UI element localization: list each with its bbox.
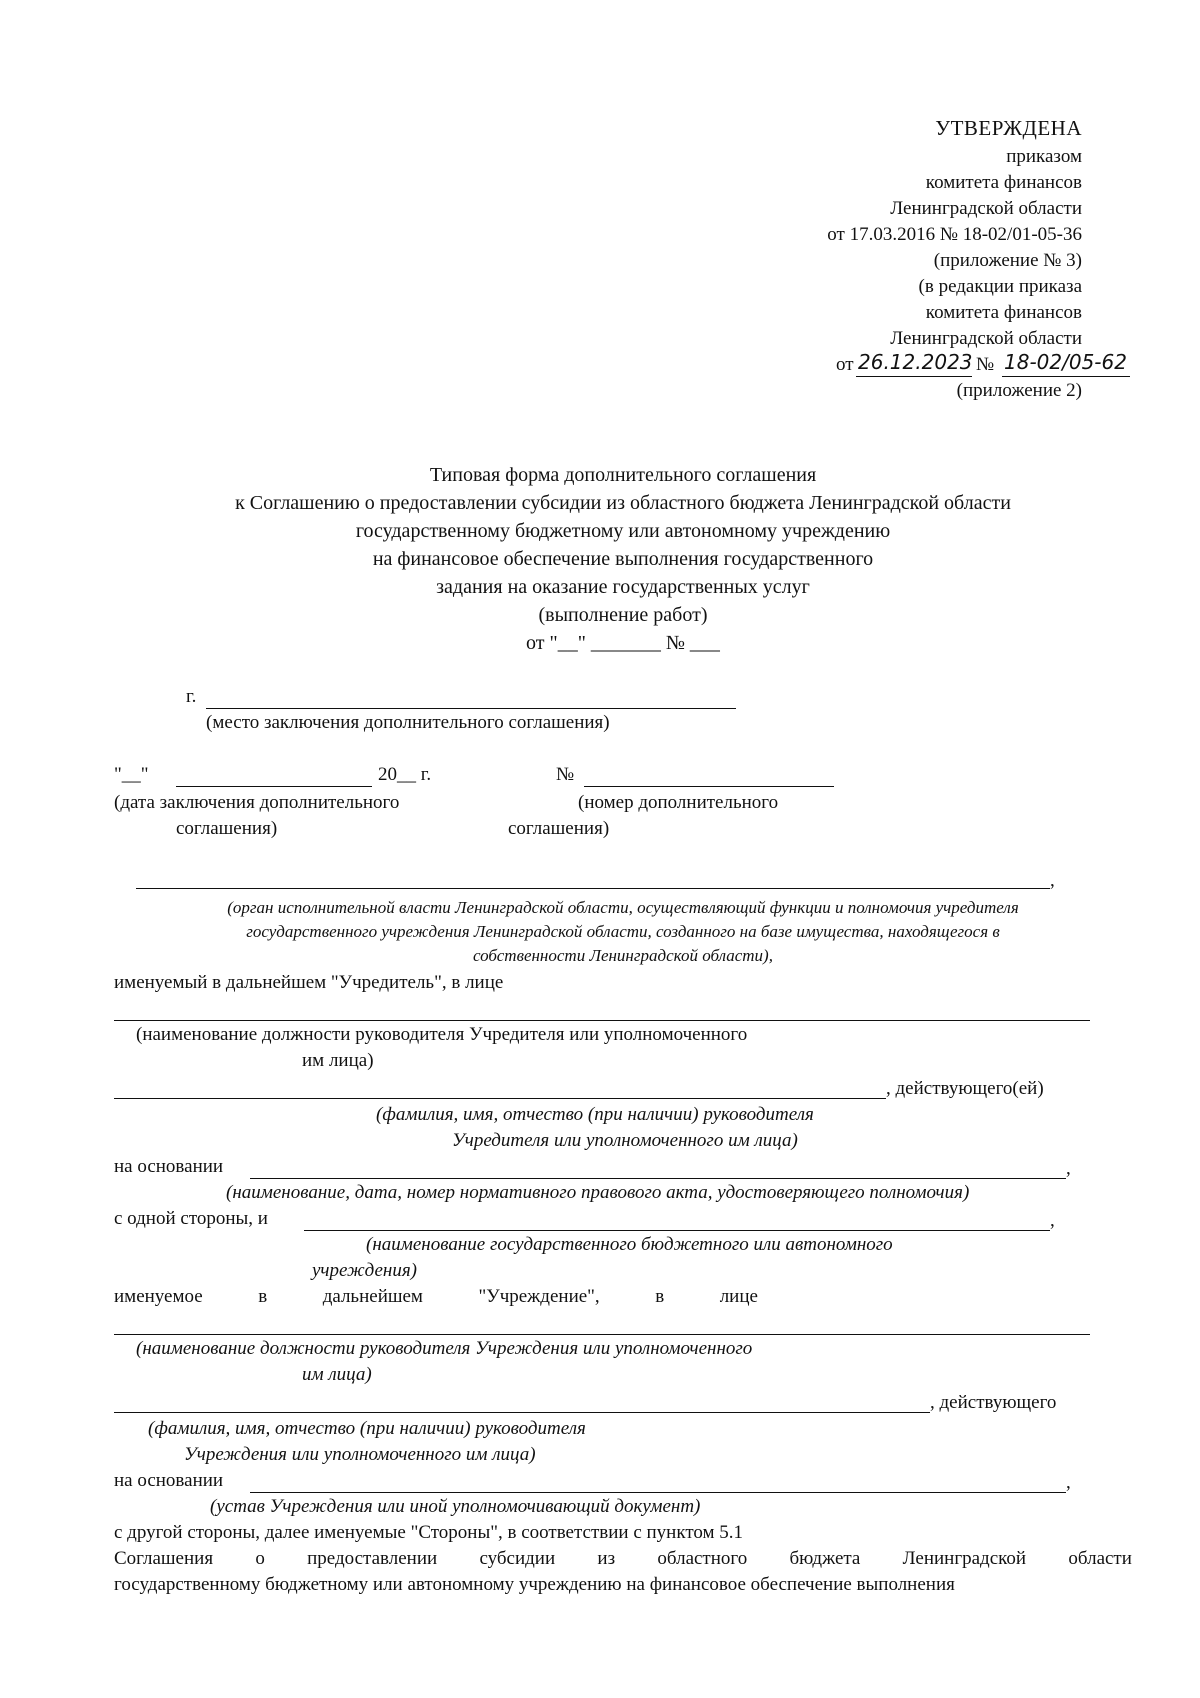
approval-from-prefix: от [836,354,854,375]
basis-field-line [250,1178,1066,1179]
number-underline [1002,376,1130,377]
word: бюджета [789,1548,861,1569]
one-side-text: с одной стороны, и [114,1208,268,1229]
founder-field-line [136,888,1050,889]
approval-line: комитета финансов [925,302,1082,323]
number-sign: № [556,764,575,785]
paragraph-line: государственному бюджетному или автономному учреждению на финансовое обеспечение выполнения [114,1574,955,1595]
basis-label: на основании [114,1156,224,1177]
date-month-line [176,786,372,787]
word: субсидии [479,1548,556,1569]
institution-field-line [304,1230,1050,1231]
basis-label: на основании [114,1470,224,1491]
institution-head-caption: (наименование должности руководителя Учреждения или уполномоченного [136,1338,753,1359]
comma: , [1050,870,1055,891]
date-quotes: "__" [114,764,149,785]
word: "Учреждение", [478,1286,600,1307]
handwritten-date: 26.12.2023 [858,350,973,374]
acting-text: , действующего [930,1392,1057,1413]
institution-head-caption: им лица) [302,1364,372,1385]
approval-line: приказом [1006,146,1082,167]
approval-title: УТВЕРЖДЕНА [935,116,1082,140]
basis-field-line [250,1492,1066,1493]
agreement-number-line [584,786,834,787]
institution-caption: учреждения) [312,1260,417,1281]
founder-head-caption: (наименование должности руководителя Учредителя или уполномоченного [136,1024,748,1045]
heading-date-number: от "__" _______ № ___ [526,632,720,654]
city-caption: (место заключения дополнительного соглашения) [206,712,610,733]
approval-number-sign: № [976,354,995,375]
heading-line: к Соглашению о предоставлении субсидии из областного бюджета Ленинградской области [235,492,1011,514]
word: из [597,1548,616,1569]
approval-line: от 17.03.2016 № 18-02/01-05-36 [827,224,1082,245]
city-field-line [206,708,736,709]
number-caption: (номер дополнительного [578,792,779,813]
word: в [258,1286,268,1307]
word: о [255,1548,265,1569]
founder-head-field-line [114,1020,1090,1021]
heading-line: задания на оказание государственных услуг [436,576,810,598]
heading-line: Типовая форма дополнительного соглашения [429,464,817,486]
basis-caption: (наименование, дата, номер нормативного правового акта, удостоверяющего полномочия) [226,1182,970,1203]
heading-line: (выполнение работ) [538,604,708,626]
comma: , [1066,1472,1071,1493]
institution-fio-field-line [114,1412,930,1413]
word: в [655,1286,665,1307]
institution-head-field-line [114,1334,1090,1335]
heading-line: на финансовое обеспечение выполнения государственного [372,548,874,570]
paragraph-line [114,1548,1132,1570]
founder-named-text: именуемый в дальнейшем "Учредитель", в лице [114,972,504,993]
fio-caption: (фамилия, имя, отчество (при наличии) руководителя [376,1104,814,1125]
handwritten-number: 18-02/05-62 [1004,350,1127,374]
basis-caption: (устав Учреждения или иной уполномочивающий документ) [210,1496,701,1517]
founder-caption: (орган исполнительной власти Ленинградской области, осуществляющий функции и полномочия учредителя [227,898,1019,917]
approval-line: Ленинградской области [890,198,1082,219]
other-side-text: с другой стороны, далее именуемые "Стороны", в соответствии с пунктом 5.1 [114,1522,744,1543]
heading-line: государственному бюджетному или автономному учреждению [355,520,891,542]
word: Соглашения [114,1548,214,1569]
city-prefix: г. [186,686,197,707]
comma: , [1066,1158,1071,1179]
word: именуемое [114,1286,203,1307]
date-year: 20__ г. [378,764,432,785]
approval-line: (приложение 2) [956,380,1082,401]
institution-named-line [114,1286,758,1308]
comma: , [1050,1210,1055,1231]
approval-line: комитета финансов [925,172,1082,193]
fio-caption: Учредителя или уполномоченного им лица) [452,1130,798,1151]
approval-line: (приложение № 3) [933,250,1082,271]
word: области [1068,1548,1132,1569]
word: областного [657,1548,748,1569]
word: Ленинградской [902,1548,1027,1569]
institution-caption: (наименование государственного бюджетного или автономного [366,1234,893,1255]
word: лице [719,1286,758,1307]
date-caption: (дата заключения дополнительного [114,792,400,813]
word: дальнейшем [322,1286,423,1307]
approval-line: (в редакции приказа [918,276,1082,297]
fio-caption: Учреждения или уполномоченного им лица) [184,1444,536,1465]
date-caption: соглашения) [176,818,278,839]
fio-caption: (фамилия, имя, отчество (при наличии) руководителя [148,1418,586,1439]
date-underline [856,376,972,377]
number-caption: соглашения) [508,818,610,839]
founder-head-caption: им лица) [302,1050,374,1071]
founder-caption: государственного учреждения Ленинградской области, созданного на базе имущества, находящегося в [246,922,1000,941]
founder-caption: собственности Ленинградской области), [473,946,773,965]
acting-text: , действующего(ей) [886,1078,1044,1099]
approval-line: Ленинградской области [890,328,1082,349]
founder-fio-field-line [114,1098,886,1099]
word: предоставлении [307,1548,438,1569]
